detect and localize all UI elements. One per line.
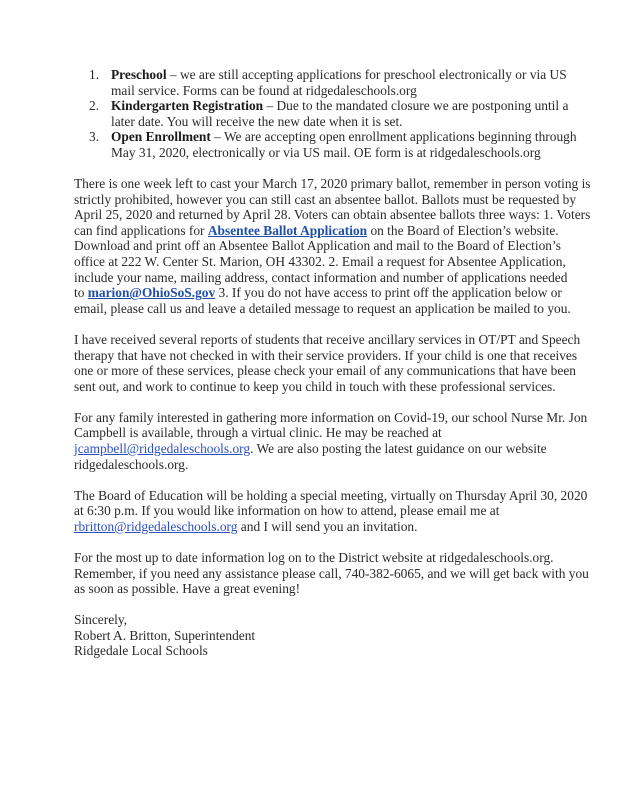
marion-email-link[interactable]: marion@OhioSoS.gov bbox=[87, 285, 216, 301]
list-number: 3. bbox=[89, 129, 100, 145]
list-number: 2. bbox=[89, 98, 100, 114]
letter-page bbox=[74, 67, 591, 659]
signer-organization: Ridgedale Local Schools bbox=[74, 643, 208, 659]
board-meeting-paragraph: The Board of Education will be holding a special meeting, virtually on Thursday April 30, 2020 at 6:30 p.m. If you would like information on how to attend, please email me at rbritton@ridgedaleschools.org and I will send you an invitation. bbox=[74, 487, 588, 534]
signature-block bbox=[74, 612, 554, 659]
list-number: 1. bbox=[89, 67, 100, 82]
voting-paragraph: There is one week left to cast your March 17, 2020 primary ballot, remember in person voting is strictly prohibited, however you can still cast an absentee ballot. Ballots must be requested by April 25, 2020 and returned by April 28. Voters can obtain absentee ballots three ways: 1. Voters can find applications for Absentee Ballot Application on the Board of Election’s website. Download and print off an Absentee Ballot Application and mail to the Board of Election’s office at 222 W. Center St. Marion, OH 43302. 2. Email a request for Absentee Application, include your name, mailing address, contact information and number of applications needed to marion@OhioSoS.gov 3. If you do not have access to print off the application below or email, please call us and leave a detailed message to request an application be mailed to you. bbox=[74, 176, 591, 316]
absentee-ballot-application-link[interactable]: Absentee Ballot Application bbox=[207, 222, 368, 238]
announcement-list bbox=[74, 67, 577, 161]
closing-paragraph: For the most up to date information log on to the District website at ridgedaleschools.org. Remember, if you need any assistance please call, 740-382-6065, and we will get back with you as soon as possible. Have a great evening! bbox=[74, 549, 589, 597]
superintendent-email-link[interactable]: rbritton@ridgedaleschools.org bbox=[74, 518, 238, 534]
list-item-title: Preschool bbox=[111, 67, 167, 82]
list-item-preschool: 1. Preschool – we are still accepting applications for preschool electronically or via US mail service. Forms can be found at ridgedaleschools.org bbox=[89, 67, 567, 98]
list-item-title: Open Enrollment bbox=[111, 129, 211, 145]
list-item-kindergarten: 2. Kindergarten Registration – Due to the mandated closure we are postponing until a later date. You will receive the new date when it is set. bbox=[89, 98, 569, 129]
services-paragraph: I have received several reports of students that receive ancillary services in OT/PT and Speech therapy that have not checked in with their service providers. If your child is one that receives one or more of these services, please check your email of any communications that have been sent out, and work to continue to keep you child in touch with these professional services. bbox=[74, 331, 581, 394]
nurse-email-link[interactable]: jcampbell@ridgedaleschools.org bbox=[74, 440, 251, 456]
salutation: Sincerely, bbox=[74, 612, 128, 628]
list-item-title: Kindergarten Registration bbox=[111, 98, 264, 114]
covid-paragraph: For any family interested in gathering more information on Covid-19, our school Nurse Mr. Jon Campbell is available, through a virtual clinic. He may be reached at jcampbell@ridgedaleschools.org. We are also posting the latest guidance on our website ridgedaleschools.org. bbox=[74, 409, 588, 472]
signer-name: Robert A. Britton, Superintendent bbox=[74, 627, 256, 643]
list-item-open-enrollment: 3. Open Enrollment – We are accepting open enrollment applications beginning through May 31, 2020, electronically or via US mail. OE form is at ridgedaleschools.org bbox=[89, 129, 577, 160]
